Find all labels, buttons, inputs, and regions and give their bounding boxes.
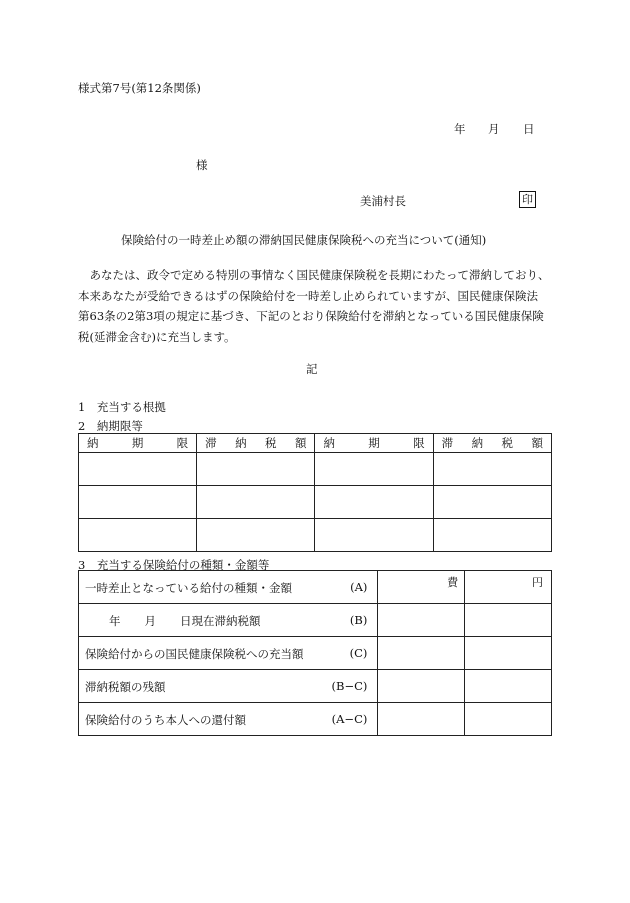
amount-cell[interactable] bbox=[378, 637, 465, 670]
date-day-label: 日 bbox=[523, 122, 535, 136]
row-label: 一時差止となっている給付の種類・金額 bbox=[85, 581, 292, 595]
table-row bbox=[79, 637, 552, 670]
row-code: (A−C) bbox=[331, 712, 368, 726]
header-cell: 納 期 限 bbox=[315, 434, 433, 453]
table-cell[interactable] bbox=[197, 519, 315, 552]
amount-cell[interactable] bbox=[378, 571, 465, 604]
section-3-heading: 3 充当する保険給付の種類・金額等 bbox=[78, 558, 270, 572]
form-number: 様式第7号(第12条関係) bbox=[78, 81, 201, 95]
amount-cell[interactable] bbox=[378, 604, 465, 637]
seal-mark: 印 bbox=[519, 191, 536, 208]
table-row bbox=[79, 453, 552, 486]
benefit-amount-table bbox=[78, 570, 552, 736]
amount-cell[interactable] bbox=[465, 670, 552, 703]
amount-cell[interactable] bbox=[378, 703, 465, 736]
table-cell[interactable] bbox=[433, 486, 551, 519]
yen-unit: 円 bbox=[532, 576, 543, 589]
row-label: 年 月 日現在滞納税額 bbox=[109, 614, 261, 628]
table-row bbox=[79, 571, 552, 604]
table-header-row bbox=[79, 434, 552, 453]
ki-heading: 記 bbox=[306, 362, 318, 376]
table-row bbox=[79, 670, 552, 703]
row-label: 保険給付からの国民健康保険税への充当額 bbox=[85, 647, 304, 661]
table-cell[interactable] bbox=[433, 519, 551, 552]
amount-cell[interactable] bbox=[378, 670, 465, 703]
row-code: (B) bbox=[349, 613, 368, 627]
issuer-name: 美浦村長 bbox=[360, 194, 406, 208]
table-cell[interactable] bbox=[197, 453, 315, 486]
amount-cell[interactable] bbox=[465, 703, 552, 736]
row-label-cell bbox=[79, 670, 378, 703]
row-label-cell bbox=[79, 703, 378, 736]
table-cell[interactable] bbox=[79, 519, 197, 552]
row-code: (A) bbox=[350, 580, 368, 594]
document-title: 保険給付の一時差止め額の滞納国民健康保険税への充当について(通知) bbox=[121, 233, 487, 247]
section-2-heading: 2 納期限等 bbox=[78, 419, 143, 433]
date-year-label: 年 bbox=[454, 122, 466, 136]
column-header-1: 費 bbox=[447, 576, 459, 589]
row-code: (B−C) bbox=[331, 679, 368, 693]
row-label: 滞納税額の残額 bbox=[85, 680, 166, 694]
section-1-heading: 1 充当する根拠 bbox=[78, 400, 166, 414]
body-line: 本来あなたが受給できるはずの保険給付を一時差し止められていますが、国民健康保険法 bbox=[78, 288, 538, 303]
table-cell[interactable] bbox=[79, 486, 197, 519]
row-label-cell bbox=[79, 571, 378, 604]
table-cell[interactable] bbox=[79, 453, 197, 486]
header-cell: 滞 納 税 額 bbox=[433, 434, 551, 453]
header-cell: 納 期 限 bbox=[79, 434, 197, 453]
addressee-suffix: 様 bbox=[196, 158, 208, 172]
table-row bbox=[79, 703, 552, 736]
header-cell: 滞 納 税 額 bbox=[197, 434, 315, 453]
table-row bbox=[79, 486, 552, 519]
row-label-cell bbox=[79, 604, 378, 637]
table-cell[interactable] bbox=[433, 453, 551, 486]
table-cell[interactable] bbox=[197, 486, 315, 519]
body-paragraph bbox=[78, 265, 554, 347]
table-cell[interactable] bbox=[315, 453, 433, 486]
due-date-table bbox=[78, 433, 552, 552]
body-line: あなたは、政令で定める特別の事情なく国民健康保険税を長期にわたって滞納しており、 bbox=[89, 268, 550, 282]
row-label: 保険給付のうち本人への還付額 bbox=[85, 713, 246, 727]
body-line: 税(延滞金含む)に充当します。 bbox=[78, 329, 236, 344]
table-row bbox=[79, 519, 552, 552]
date-month-label: 月 bbox=[488, 122, 500, 136]
table-cell[interactable] bbox=[315, 486, 433, 519]
row-code: (C) bbox=[349, 646, 368, 660]
table-row bbox=[79, 604, 552, 637]
amount-cell[interactable] bbox=[465, 571, 552, 604]
amount-cell[interactable] bbox=[465, 604, 552, 637]
body-line: 第63条の2第3項の規定に基づき、下記のとおり保険給付を滞納となっている国民健康保険 bbox=[78, 309, 544, 323]
amount-cell[interactable] bbox=[465, 637, 552, 670]
table-cell[interactable] bbox=[315, 519, 433, 552]
row-label-cell bbox=[79, 637, 378, 670]
